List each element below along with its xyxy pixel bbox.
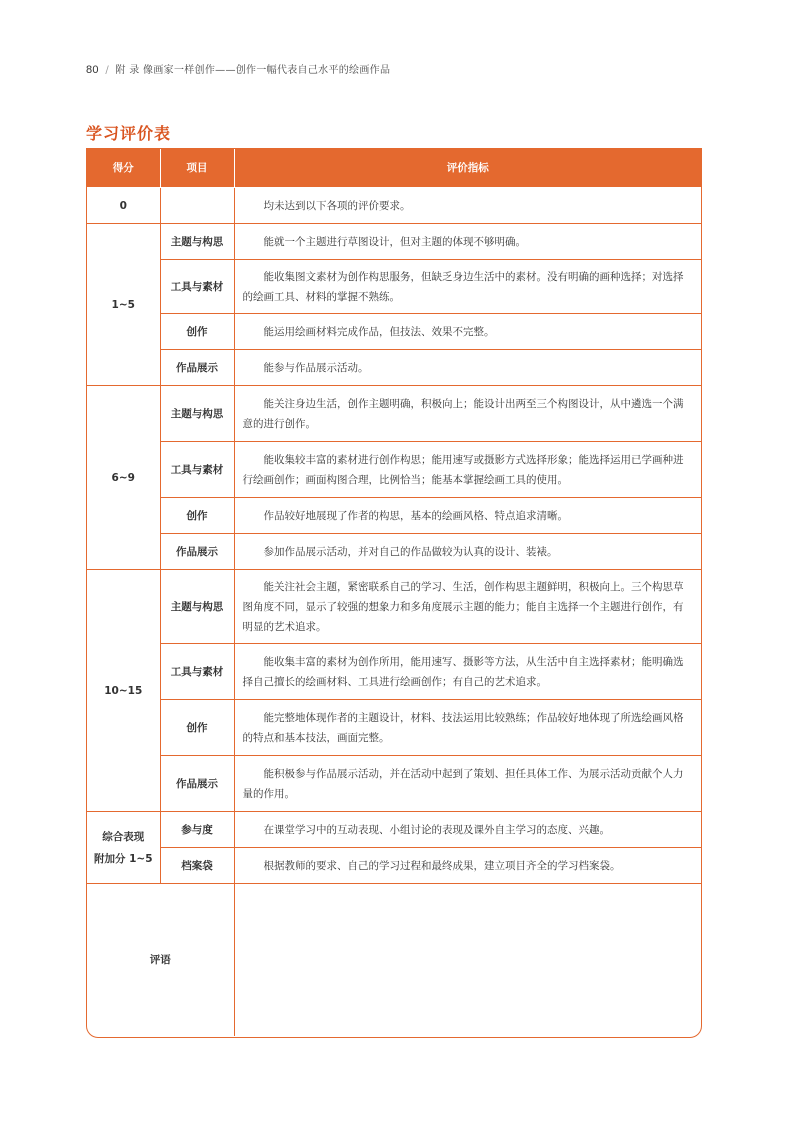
- item-cell: 主题与构思: [160, 386, 234, 442]
- table-row: [87, 498, 701, 534]
- item-cell: 主题与构思: [160, 224, 234, 260]
- table-row: [87, 700, 701, 756]
- score-cell: 1~5: [87, 224, 160, 386]
- criteria-cell: 能关注社会主题，紧密联系自己的学习、生活，创作构思主题鲜明，积极向上。三个构思草图角度不同，显示了较强的想象力和多角度展示主题的能力；能自主选择一个主题进行创作，有明显的艺术追求。: [234, 570, 701, 644]
- bonus-score-line1: 综合表现: [102, 830, 145, 843]
- criteria-cell: 能关注身边生活，创作主题明确，积极向上；能设计出两至三个构图设计，从中遴选一个满意的进行创作。: [234, 386, 701, 442]
- table-row: [87, 188, 701, 224]
- table-header-row: [87, 149, 701, 188]
- bonus-score-cell: [87, 812, 160, 884]
- table-row: [87, 848, 701, 884]
- table-row: [87, 644, 701, 700]
- criteria-cell: 在课堂学习中的互动表现、小组讨论的表现及课外自主学习的态度、兴趣。: [234, 812, 701, 848]
- criteria-cell: 能就一个主题进行草图设计，但对主题的体现不够明确。: [234, 224, 701, 260]
- score-cell: 6~9: [87, 386, 160, 570]
- table-row: [87, 442, 701, 498]
- score-cell: 0: [87, 188, 160, 224]
- table-row: [87, 756, 701, 812]
- criteria-cell: 能积极参与作品展示活动，并在活动中起到了策划、担任具体工作、为展示活动贡献个人力量的作用。: [234, 756, 701, 812]
- criteria-cell: 参加作品展示活动，并对自己的作品做较为认真的设计、装裱。: [234, 534, 701, 570]
- table-row: [87, 534, 701, 570]
- section-title: 学习评价表: [86, 124, 172, 143]
- bonus-score-line2: 附加分 1~5: [93, 852, 153, 865]
- header-text: 附 录 像画家一样创作——创作一幅代表自己水平的绘画作品: [115, 65, 391, 76]
- criteria-cell: 能收集丰富的素材为创作所用，能用速写、摄影等方法，从生活中自主选择素材；能明确选择自己擅长的绘画材料、工具进行绘画创作；有自己的艺术追求。: [234, 644, 701, 700]
- header-score: 得分: [87, 149, 160, 188]
- comment-input-area[interactable]: [234, 884, 701, 1036]
- criteria-cell: 能完整地体现作者的主题设计，材料、技法运用比较熟练；作品较好地体现了所选绘画风格的特点和基本技法，画面完整。: [234, 700, 701, 756]
- evaluation-table: [87, 149, 701, 1036]
- table-row: [87, 570, 701, 644]
- comment-row: [87, 884, 701, 1036]
- table-row: [87, 812, 701, 848]
- comment-label: 评语: [87, 884, 234, 1036]
- item-cell: 主题与构思: [160, 570, 234, 644]
- score-cell: 10~15: [87, 570, 160, 812]
- table-row: [87, 314, 701, 350]
- item-cell: 档案袋: [160, 848, 234, 884]
- table-row: [87, 386, 701, 442]
- running-header: [86, 61, 390, 76]
- item-cell: 参与度: [160, 812, 234, 848]
- item-cell: 创作: [160, 314, 234, 350]
- criteria-cell: 能参与作品展示活动。: [234, 350, 701, 386]
- page-number: 80: [86, 64, 99, 76]
- table-row: [87, 350, 701, 386]
- item-cell: 工具与素材: [160, 260, 234, 314]
- criteria-cell: 根据教师的要求、自己的学习过程和最终成果，建立项目齐全的学习档案袋。: [234, 848, 701, 884]
- evaluation-table-frame: [86, 148, 702, 1038]
- item-cell: 作品展示: [160, 756, 234, 812]
- table-row: [87, 224, 701, 260]
- criteria-cell: 能收集图文素材为创作构思服务，但缺乏身边生活中的素材。没有明确的画种选择；对选择的绘画工具、材料的掌握不熟练。: [234, 260, 701, 314]
- item-cell: 创作: [160, 700, 234, 756]
- table-row: [87, 260, 701, 314]
- criteria-cell: 能收集较丰富的素材进行创作构思；能用速写或摄影方式选择形象；能选择运用已学画种进行绘画创作；画面构图合理，比例恰当；能基本掌握绘画工具的使用。: [234, 442, 701, 498]
- item-cell: 作品展示: [160, 534, 234, 570]
- item-cell: [160, 188, 234, 224]
- header-criteria: 评价指标: [234, 149, 701, 188]
- criteria-cell: 均未达到以下各项的评价要求。: [234, 188, 701, 224]
- criteria-cell: 作品较好地展现了作者的构思，基本的绘画风格、特点追求清晰。: [234, 498, 701, 534]
- header-separator: /: [105, 65, 109, 76]
- item-cell: 作品展示: [160, 350, 234, 386]
- item-cell: 工具与素材: [160, 644, 234, 700]
- criteria-cell: 能运用绘画材料完成作品，但技法、效果不完整。: [234, 314, 701, 350]
- header-item: 项目: [160, 149, 234, 188]
- item-cell: 工具与素材: [160, 442, 234, 498]
- item-cell: 创作: [160, 498, 234, 534]
